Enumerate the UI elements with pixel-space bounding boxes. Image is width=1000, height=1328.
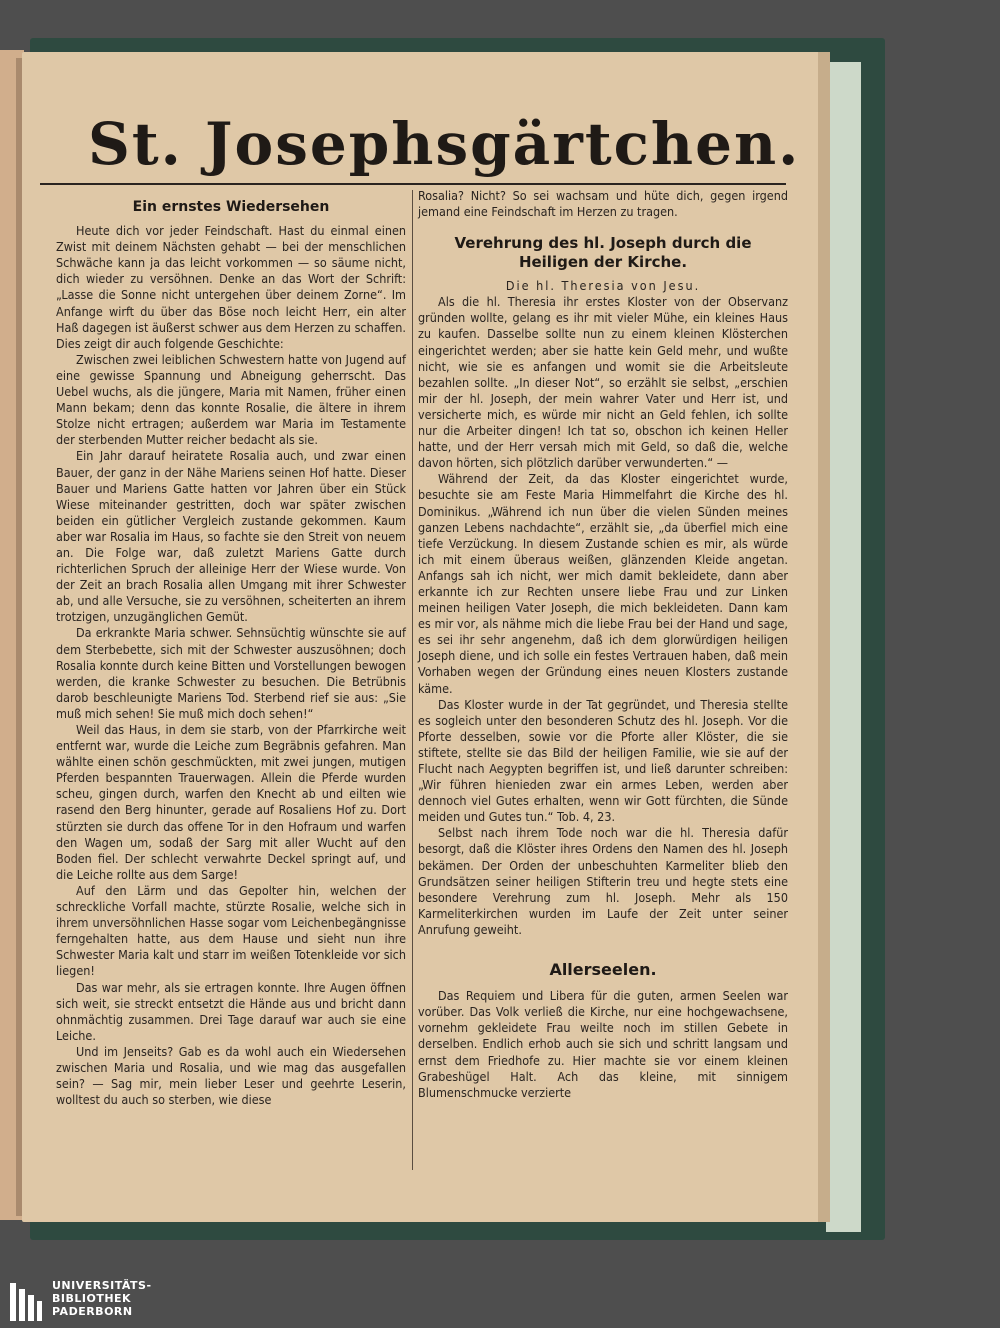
right-column [418,188,788,1101]
paragraph-continuation: Rosalia? Nicht? So sei wachsam und hüte dich, gegen irgend jemand eine Feindschaft im Herzen zu tragen. [418,188,788,220]
paragraph: Während der Zeit, da das Kloster eingerichtet wurde, besuchte sie am Feste Maria Himmelfahrt die Kirche des hl. Dominikus. „Während ich nun über die vielen Sünden meines ganzen Lebens nachdachte“, erzählt sie, „da überfiel mich eine tiefe Verzückung. In diesem Zustande schien es mir, als würde ich mit einem überaus weißen, glänzenden Kleide angetan. Anfangs sah ich nicht, wer mich damit bekleidete, dann aber erkannte ich zur Rechten unsere liebe Frau und zur Linken meinen heiligen Vater Joseph, die mich bekleideten. Dann kam es mir vor, als nähme mich die liebe Frau bei der Hand und sage, es sei ihr sehr angenehm, daß ich dem glorwürdigen heiligen Joseph diene, und ich solle ein festes Vertrauen haben, daß mein Vorhaben wegen der Gründung eines neuen Klosters zustande käme. [418,471,788,696]
paragraph: Zwischen zwei leiblichen Schwestern hatte von Jugend auf eine gewisse Spannung und Abneigung geherrscht. Das Uebel wuchs, als die jüngere, Maria mit Namen, früher einen Mann bekam; denn das konnte Rosalie, die ältere in ihrem Stolze nicht ertragen; außerdem war Maria im Testamente der sterbenden Mutter reicher bedacht als sie. [56,351,406,448]
paragraph: Ein Jahr darauf heiratete Rosalia auch, und zwar einen Bauer, der ganz in der Nähe Mariens seinen Hof hatte. Dieser Bauer und Mariens Gatte hatten vor Jahren über ein Stück Wiese miteinander gestritten, doch war später zwischen beiden ein gütlicher Vergleich zustande gekommen. Kaum aber war Rosalia im Haus, so fachte sie den Streit von neuem an. Die Folge war, daß zuletzt Mariens Gatte durch richterlichen Spruch der alleinige Herr der Wiese wurde. Von der Zeit an brach Rosalia allen Umgang mit ihrer Schwester ab, und alle Versuche, sie zu versöhnen, scheiterten an ihrem trotzigen, unzugänglichen Gemüt. [56,448,406,625]
library-building-icon [8,1279,44,1325]
paragraph: Und im Jenseits? Gab es da wohl auch ein Wiedersehen zwischen Maria und Rosalia, und wie mag das ausgefallen sein? — Sag mir, mein lieber Leser und geehrte Leserin, wolltest du auch so sterben, wie diese [56,1043,406,1108]
masthead-title: St. Josephsgärtchen. [88,110,801,178]
cover-inner-edge [826,62,861,1232]
column-divider [412,190,413,1170]
paragraph: Heute dich vor jeder Feindschaft. Hast du einmal einen Zwist mit deinem Nächsten gehabt — bei der menschlichen Schwäche kann ja das leicht vorkommen — so säume nicht, dich wieder zu versöhnen. Denke an das Wort der Schrift: „Lasse die Sonne nicht untergehen über deinem Zorne“. Im Anfange wirft du über das Böse noch leicht Herr, ein alter Haß dagegen ist äußerst schwer aus dem Herzen zu schaffen. Dies zeigt dir auch folgende Geschichte: [56,223,406,351]
article-heading-allerseelen: Allerseelen. [549,960,657,980]
masthead-rule [40,183,786,185]
paragraph: Das war mehr, als sie ertragen konnte. Ihre Augen öffnen sich weit, sie streckt entsetzt die Hände aus und bricht dann ohnmächtig zusammen. Drei Tage darauf war auch sie eine Leiche. [56,979,406,1043]
paragraph: Das Requiem und Libera für die guten, armen Seelen war vorüber. Das Volk verließ die Kirche, nur eine hochgewachsene, vornehm gekleidete Frau weilte noch im stillen Gebete in derselben. Endlich erhob auch sie sich und schritt langsam und ernst dem Friedhofe zu. Hier machte sie vor einem kleinen Grabeshügel Halt. Ach das kleine, mit sinnigem Blumenschmucke verzierte [418,988,788,1100]
article-heading-wiedersehen: Ein ernstes Wiedersehen [132,199,330,215]
paragraph: Da erkrankte Maria schwer. Sehnsüchtig wünschte sie auf dem Sterbebette, sich mit der Schwester auszusöhnen; doch Rosalia konnte durch keine Bitten und Vorstellungen bewogen werden, die kranke Schwester zu besuchen. Die Betrübnis darob beschleunigte Mariens Tod. Sterbend rief sie aus: „Sie muß mich sehen! Sie muß mich doch sehen!“ [56,625,406,721]
library-logo-text [52,1279,252,1318]
logo-line: BIBLIOTHEK [52,1292,132,1305]
logo-line: PADERBORN [52,1305,133,1318]
paragraph: Selbst nach ihrem Tode noch war die hl. Theresia dafür besorgt, daß die Klöster ihres Ordens den Namen des hl. Joseph bekämen. Der Orden der unbeschuhten Karmeliter blieb den Grundsätzen seiner heiligen Stifterin treu und hegte stets eine besondere Verehrung zum hl. Joseph. Mehr als 150 Karmeliterkirchen wurden im Laufe der Zeit unter seiner Anrufung geweiht. [418,825,788,937]
left-column [56,199,406,1108]
paragraph: Auf den Lärm und das Gepolter hin, welchen der schreckliche Vorfall machte, stürzte Rosalie, welche sich in ihrem unversöhnlichen Hasse sogar vom Leichenbegängnisse ferngehalten hatte, aus dem Hause und sieht nun ihre Schwester Maria kalt und starr im weißen Totenkleide vor sich liegen! [56,882,406,979]
article-heading-verehrung: Verehrung des hl. Joseph durch die Heiligen der Kirche. [454,234,752,272]
logo-line: UNIVERSITÄTS- [52,1279,152,1292]
paragraph: Weil das Haus, in dem sie starb, von der Pfarrkirche weit entfernt war, wurde die Leiche zum Begräbnis gefahren. Man wählte einen schön geschmückten, mit zwei jungen, mutigen Pferden bespannten Trauerwagen. Allein die Pferde wurden scheu, gingen durch, warfen den Knecht ab und eilten wie rasend den Berg hinunter, gerade auf Rosaliens Hof zu. Dort stürzten sie durch das offene Tor in den Hofraum und warfen den Wagen um, sodaß der Sarg mit aller Wucht auf den Boden fiel. Der schlecht verwahrte Deckel springt auf, und die Leiche rollte aus dem Sarge! [56,722,406,882]
paragraph: Als die hl. Theresia ihr erstes Kloster von der Observanz gründen wollte, gelang es ihr mit vieler Mühe, ein kleines Haus zu kaufen. Dasselbe sollte nun zu einem kleinen Klösterchen eingerichtet werden; aber sie hatte kein Geld mehr, und wußte nicht, wie sie es anfangen und womit sie die Arbeitsleute bezahlen sollte. „In dieser Not“, so erzählt sie selbst, „erschien mir der hl. Joseph, der mein wahrer Vater und Herr ist, und versicherte mich, es würde mir nicht an Geld fehlen, ich sollte nur die Arbeiter dingen! Ich tat so, obschon ich keinen Heller hatte, und der Herr versah mich mit Geld, so daß die, welche davon hörten, sich plötzlich darüber verwunderten.“ — [418,294,788,471]
paragraph: Das Kloster wurde in der Tat gegründet, und Theresia stellte es sogleich unter den besonderen Schutz des hl. Joseph. Vor die Pforte desselben, sowie vor die Pforte aller Klöster, die sie stiftete, stellte sie das Bild der heiligen Familie, wie sie auf der Flucht nach Aegypten begriffen ist, und ließ darunter schreiben: „Wir führen hienieden zwar ein armes Leben, werden aber dennoch viel Gutes erhalten, wenn wir Gott fürchten, die Sünde meiden und Gutes tun.“ Tob. 4, 23. [418,696,788,825]
article-byline: Die hl. Theresia von Jesu. [505,278,701,294]
page-edge-shadow [818,52,830,1222]
